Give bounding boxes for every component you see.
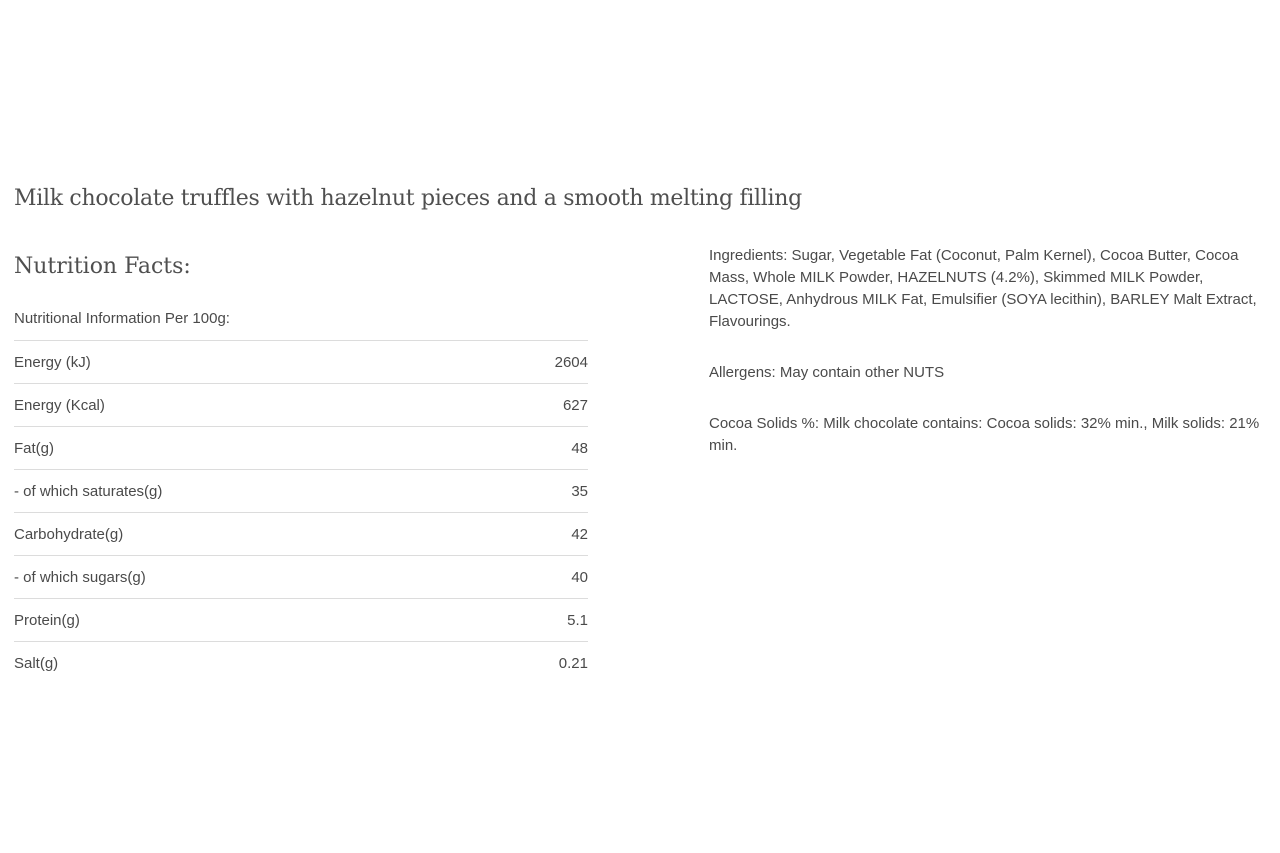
nutrition-table — [14, 340, 588, 684]
nutrient-label: Energy (kJ) — [14, 341, 483, 384]
product-info-section — [709, 245, 1277, 486]
nutrient-label: - of which sugars(g) — [14, 556, 483, 599]
nutrient-label: Protein(g) — [14, 599, 483, 642]
cocoa-solids-text: Cocoa Solids %: Milk chocolate contains: Cocoa solids: 32% min., Milk solids: 21% min. — [709, 415, 1260, 454]
table-row — [14, 470, 588, 513]
nutrition-per-100g-label: Nutritional Information Per 100g: — [14, 310, 230, 327]
table-row — [14, 384, 588, 427]
nutrient-value: 40 — [483, 556, 588, 599]
table-row — [14, 599, 588, 642]
table-row — [14, 427, 588, 470]
table-row — [14, 513, 588, 556]
nutrient-label: Carbohydrate(g) — [14, 513, 483, 556]
nutrient-value: 2604 — [483, 341, 588, 384]
nutrient-value: 0.21 — [483, 642, 588, 685]
nutrient-value: 35 — [483, 470, 588, 513]
nutrient-label: - of which saturates(g) — [14, 470, 483, 513]
allergens-text: Allergens: May contain other NUTS — [709, 364, 945, 381]
nutrition-facts-section — [14, 250, 588, 684]
nutrient-value: 627 — [483, 384, 588, 427]
nutrient-label: Energy (Kcal) — [14, 384, 483, 427]
table-row — [14, 556, 588, 599]
nutrient-value: 5.1 — [483, 599, 588, 642]
nutrient-value: 42 — [483, 513, 588, 556]
table-row — [14, 642, 588, 685]
nutrient-value: 48 — [483, 427, 588, 470]
nutrient-label: Fat(g) — [14, 427, 483, 470]
ingredients-text: Ingredients: Sugar, Vegetable Fat (Coconut, Palm Kernel), Cocoa Butter, Cocoa Mass, Whole MILK Powder, HAZELNUTS (4.2%), Skimmed MILK Powder, LACTOSE, Anhydrous MILK Fat, Emulsifier (SOYA lecithin), BARLEY Malt Extract, Flavourings. — [709, 247, 1257, 330]
nutrition-facts-heading: Nutrition Facts: — [14, 254, 191, 279]
product-description: Milk chocolate truffles with hazelnut pieces and a smooth melting filling — [14, 186, 802, 211]
nutrient-label: Salt(g) — [14, 642, 483, 685]
table-row — [14, 341, 588, 384]
